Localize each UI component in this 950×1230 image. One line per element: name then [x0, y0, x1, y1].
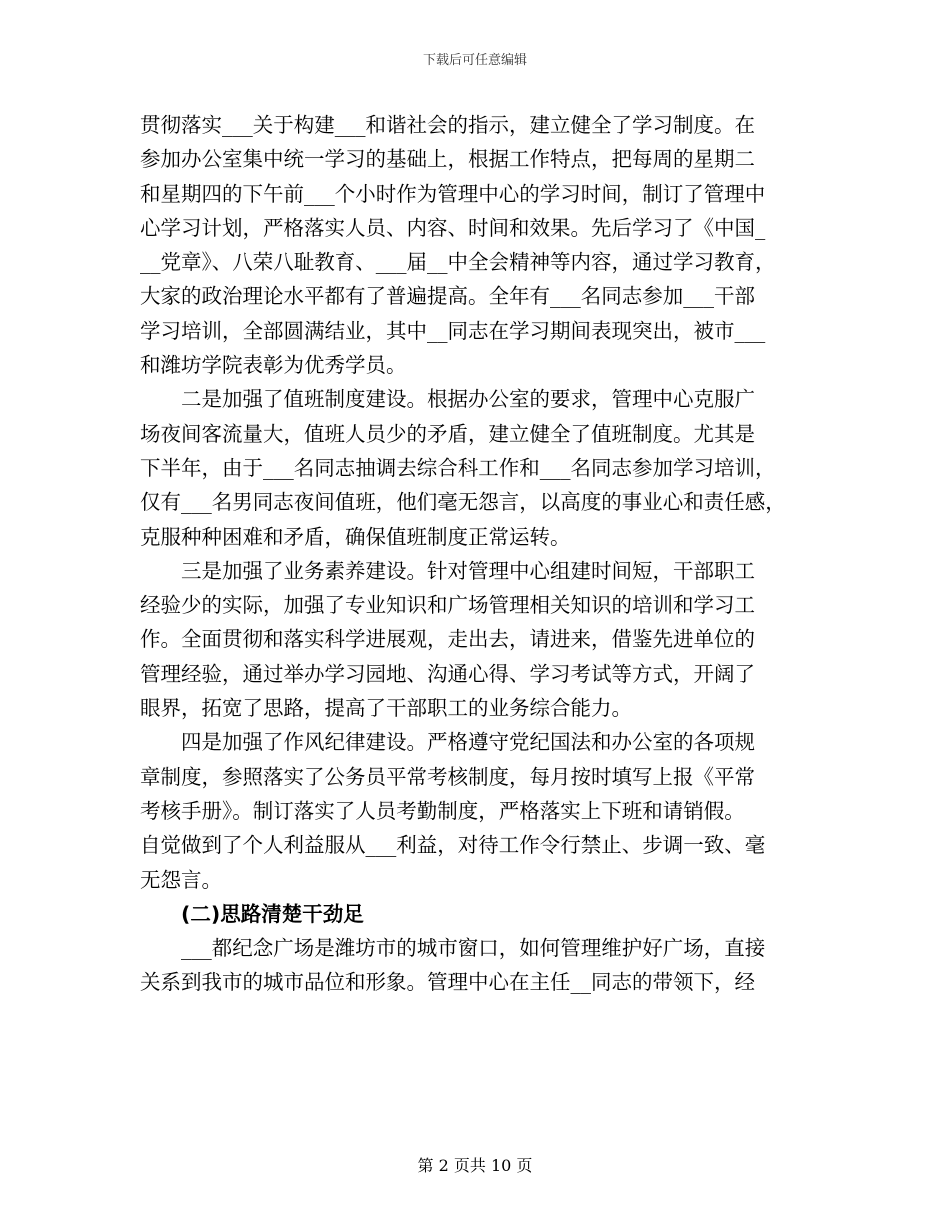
text-line-6: 大家的政治理论水平都有了普遍提高。全年有___名同志参加___干部: [140, 284, 755, 309]
section-heading: (二)思路清楚干劲足: [181, 901, 364, 926]
page-footer: [0, 1156, 950, 1176]
text-line-12: 仅有___名男同志夜间值班，他们毫无怨言，以高度的事业心和责任感，: [140, 490, 786, 515]
text-line-21: 考核手册》。制订落实了人员考勤制度，严格落实上下班和请销假。: [140, 798, 745, 823]
text-line-19: 四是加强了作风纪律建设。严格遵守党纪国法和办公室的各项规: [181, 730, 755, 755]
text-line-5: __党章》、八荣八耻教育、___届__中全会精神等内容，通过学习教育，: [140, 250, 776, 275]
text-line-23: 无怨言。: [140, 867, 222, 892]
text-line-26: 关系到我市的城市品位和形象。管理中心在主任__同志的带领下，经: [140, 970, 755, 995]
text-line-17: 管理经验，通过举办学习园地、沟通心得、学习考试等方式，开阔了: [140, 661, 755, 686]
text-line-22: 自觉做到了个人利益服从___利益，对待工作令行禁止、步调一致、毫: [140, 833, 766, 858]
text-line-16: 作。全面贯彻和落实科学进展观，走出去，请进来，借鉴先进单位的: [140, 627, 755, 652]
text-line-1: 贯彻落实___关于构建___和谐社会的指示，建立健全了学习制度。在: [140, 113, 755, 137]
text-line-3: 和星期四的下午前___个小时作为管理中心的学习时间，制订了管理中: [140, 181, 766, 206]
header-text: 下载后可任意编辑: [422, 53, 527, 68]
text-block: [140, 108, 820, 1000]
text-line-25: ___都纪念广场是潍坊市的城市窗口，如何管理维护好广场，直接: [181, 936, 766, 961]
text-line-20: 章制度，参照落实了公务员平常考核制度，每月按时填写上报《平常: [140, 764, 755, 789]
text-line-13: 克服种种困难和矛盾，确保值班制度正常运转。: [140, 524, 571, 549]
text-line-8: 和潍坊学院表彰为优秀学员。: [140, 353, 407, 378]
page-number: 第 2 页共 10 页: [417, 1156, 533, 1175]
text-line-14: 三是加强了业务素养建设。针对管理中心组建时间短，干部职工: [181, 558, 755, 583]
text-line-18: 眼界，拓宽了思路，提高了干部职工的业务综合能力。: [140, 696, 632, 721]
text-line-7: 学习培训，全部圆满结业，其中__同志在学习期间表现突出，被市___: [140, 318, 766, 343]
page-header: [0, 53, 950, 69]
document-body: [140, 108, 820, 1000]
text-line-4: 心学习计划，严格落实人员、内容、时间和效果。先后学习了《中国_: [140, 215, 766, 240]
text-line-10: 场夜间客流量大，值班人员少的矛盾，建立健全了值班制度。尤其是: [140, 421, 755, 446]
text-line-2: 参加办公室集中统一学习的基础上，根据工作特点，把每周的星期二: [140, 147, 755, 172]
text-line-15: 经验少的实际，加强了专业知识和广场管理相关知识的培训和学习工: [140, 593, 755, 618]
text-line-11: 下半年，由于___名同志抽调去综合科工作和___名同志参加学习培训，: [140, 455, 776, 480]
text-line-9: 二是加强了值班制度建设。根据办公室的要求，管理中心克服广: [181, 387, 755, 412]
